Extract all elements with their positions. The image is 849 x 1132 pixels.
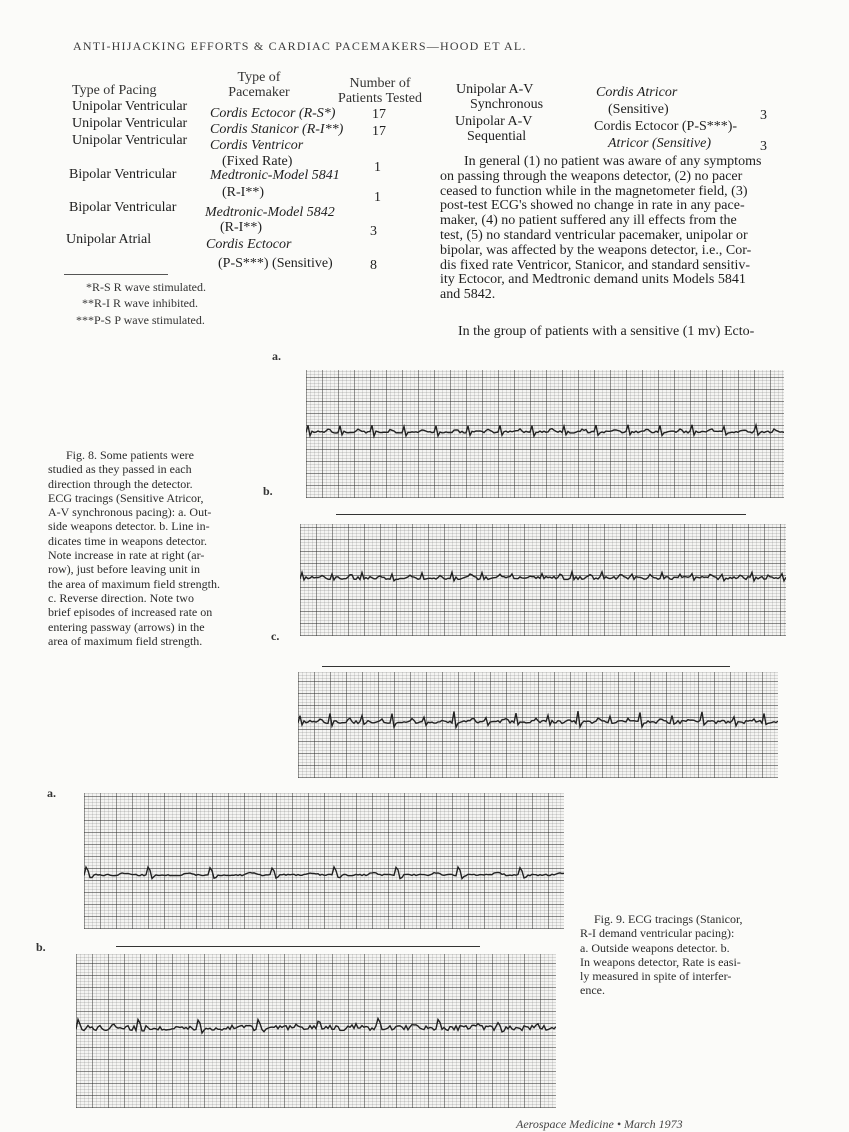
- header-line: Patients Tested: [338, 91, 422, 106]
- text-line: a. Outside weapons detector. b.: [580, 940, 730, 955]
- ecg-trace: [300, 524, 786, 636]
- ecg-strip-fig9a: [84, 793, 564, 929]
- pacing-line: Unipolar A-V: [455, 114, 533, 129]
- text-line: ly measured in spite of interfer-: [580, 969, 732, 984]
- text-line: maker, (4) no patient suffered any ill effects from the: [440, 213, 737, 229]
- table-row-2-pacemaker: Cordis Stanicor (R-I**): [210, 122, 344, 137]
- table-row-5-pacing: Bipolar Ventricular: [69, 200, 177, 215]
- table-row-5-pacemaker: Medtronic-Model 5842: [205, 205, 335, 220]
- text-line: on passing through the weapons detector, (2) no pacer: [440, 168, 743, 184]
- footnote-1: *R-S R wave stimulated.: [86, 280, 206, 294]
- table-row-5-pacemaker-note: (R-I**): [220, 220, 262, 235]
- table-right-row-1-pacemaker-note: (Sensitive): [608, 102, 669, 117]
- table-right-row-2-pacemaker: Cordis Ectocor (P-S***)-: [594, 119, 738, 134]
- footnote-rule: [64, 274, 168, 275]
- table-right-row-1-count: 3: [760, 108, 767, 123]
- ecg-trace: [298, 672, 778, 778]
- table-header-number-tested: [330, 76, 430, 106]
- text-line: brief episodes of increased rate on: [48, 605, 213, 620]
- ecg-trace: [76, 954, 556, 1108]
- ecg-trace: [84, 793, 564, 929]
- fig8-label-b: b.: [263, 484, 273, 498]
- table-row-6-pacemaker: Cordis Ectocor: [206, 237, 292, 252]
- text-line: direction through the detector.: [48, 476, 193, 491]
- pacing-line: Sequential: [467, 129, 527, 144]
- table-right-row-2-pacemaker-note: Atricor (Sensitive): [608, 136, 712, 151]
- table-row-1-count: 17: [372, 107, 386, 122]
- table-row-4-pacemaker: Medtronic-Model 5841: [210, 168, 340, 183]
- text-line: R-I demand ventricular pacing):: [580, 926, 735, 941]
- table-row-3-pacemaker: Cordis Ventricor: [210, 138, 304, 153]
- table-row-3-pacing: Unipolar Ventricular: [72, 133, 188, 148]
- text-line: ceased to function while in the magnetometer field, (3): [440, 183, 748, 199]
- table-right-row-1-pacing: [456, 82, 543, 112]
- text-line: the area of maximum field strength.: [48, 576, 220, 591]
- fig8-label-c: c.: [271, 629, 280, 643]
- text-line: row), just before leaving unit in: [48, 562, 200, 577]
- ecg-strip-fig8c: [298, 672, 778, 778]
- ecg-strip-fig8b: [300, 524, 786, 636]
- text-line: ence.: [580, 983, 605, 998]
- fig9-label-a: a.: [47, 786, 56, 800]
- fig9-label-b: b.: [36, 940, 46, 954]
- text-line: In general (1) no patient was aware of any symptoms: [464, 154, 762, 169]
- text-line: A-V synchronous pacing): a. Out-: [48, 505, 212, 520]
- table-right-row-2-count: 3: [760, 139, 767, 154]
- pacing-line: Unipolar A-V: [456, 82, 534, 97]
- table-row-2-count: 17: [372, 124, 386, 139]
- text-line: area of maximum field strength.: [48, 633, 203, 648]
- table-row-4-count: 1: [374, 190, 381, 205]
- header-line: Number of: [349, 76, 411, 91]
- text-line: ity Ectocor, and Medtronic demand units Models 5841: [440, 272, 746, 288]
- text-line: and 5842.: [440, 287, 496, 303]
- text-line: entering passway (arrows) in the: [48, 619, 205, 634]
- text-line: side weapons detector. b. Line in-: [48, 519, 210, 534]
- detector-time-line: [336, 514, 746, 515]
- text-line: studied as they passed in each: [48, 462, 192, 477]
- table-row-2-pacing: Unipolar Ventricular: [72, 116, 188, 131]
- text-line: bipolar, was affected by the weapons detector, i.e., Cor-: [440, 242, 752, 258]
- text-line: c. Reverse direction. Note two: [48, 590, 194, 605]
- text-line: dis fixed rate Ventricor, Stanicor, and standard sensitiv-: [440, 257, 751, 273]
- journal-footer: Aerospace Medicine • March 1973: [516, 1117, 683, 1131]
- table-right-row-1-pacemaker: Cordis Atricor: [596, 85, 678, 100]
- table-right-row-2-pacing: [455, 114, 532, 144]
- ecg-strip-fig8a: [306, 370, 784, 498]
- header-line: Type of: [237, 70, 281, 85]
- table-header-type-of-pacemaker: [224, 70, 294, 100]
- detector-time-line: [116, 946, 480, 947]
- footnote-3: ***P-S P wave stimulated.: [76, 313, 205, 327]
- table-row-6-pacemaker-note: (P-S***) (Sensitive): [218, 256, 333, 271]
- body-paragraph-2: In the group of patients with a sensitive (1 mv) Ecto-: [458, 324, 755, 339]
- header-line: Pacemaker: [228, 85, 290, 100]
- text-line: post-test ECG's showed no change in rate in any pace-: [440, 198, 745, 214]
- text-line: test, (5) no standard ventricular pacemaker, unipolar or: [440, 227, 748, 243]
- table-header-type-of-pacing: Type of Pacing: [72, 83, 157, 98]
- ecg-strip-fig9b: [76, 954, 556, 1108]
- table-row-4-pacing: Bipolar Ventricular: [69, 167, 177, 182]
- table-row-3-count: 1: [374, 160, 381, 175]
- fig8-label-a: a.: [272, 349, 281, 363]
- body-paragraph: [440, 155, 808, 303]
- text-line: Fig. 9. ECG tracings (Stanicor,: [594, 912, 743, 926]
- text-line: Note increase in rate at right (ar-: [48, 548, 205, 563]
- table-row-1-pacemaker: Cordis Ectocor (R-S*): [210, 106, 336, 121]
- text-line: ECG tracings (Sensitive Atricor,: [48, 490, 204, 505]
- running-header: ANTI-HIJACKING EFFORTS & CARDIAC PACEMAKERS—HOOD ET AL.: [73, 39, 527, 53]
- table-row-6-pacing: Unipolar Atrial: [66, 232, 152, 247]
- table-row-5-count: 3: [370, 224, 377, 239]
- detector-time-line: [322, 666, 730, 667]
- table-row-6-count: 8: [370, 258, 377, 273]
- pacing-line: Synchronous: [470, 97, 544, 112]
- ecg-trace: [306, 370, 784, 498]
- text-line: dicates time in weapons detector.: [48, 533, 207, 548]
- fig9-caption: [580, 912, 774, 998]
- footnote-2: **R-I R wave inhibited.: [82, 296, 198, 310]
- text-line: In weapons detector, Rate is easi-: [580, 954, 741, 969]
- table-row-3-pacemaker-note: (Fixed Rate): [222, 154, 293, 169]
- text-line: Fig. 8. Some patients were: [66, 448, 194, 462]
- table-row-4-pacemaker-note: (R-I**): [222, 185, 264, 200]
- table-row-1-pacing: Unipolar Ventricular: [72, 99, 188, 114]
- fig8-caption: [48, 448, 246, 648]
